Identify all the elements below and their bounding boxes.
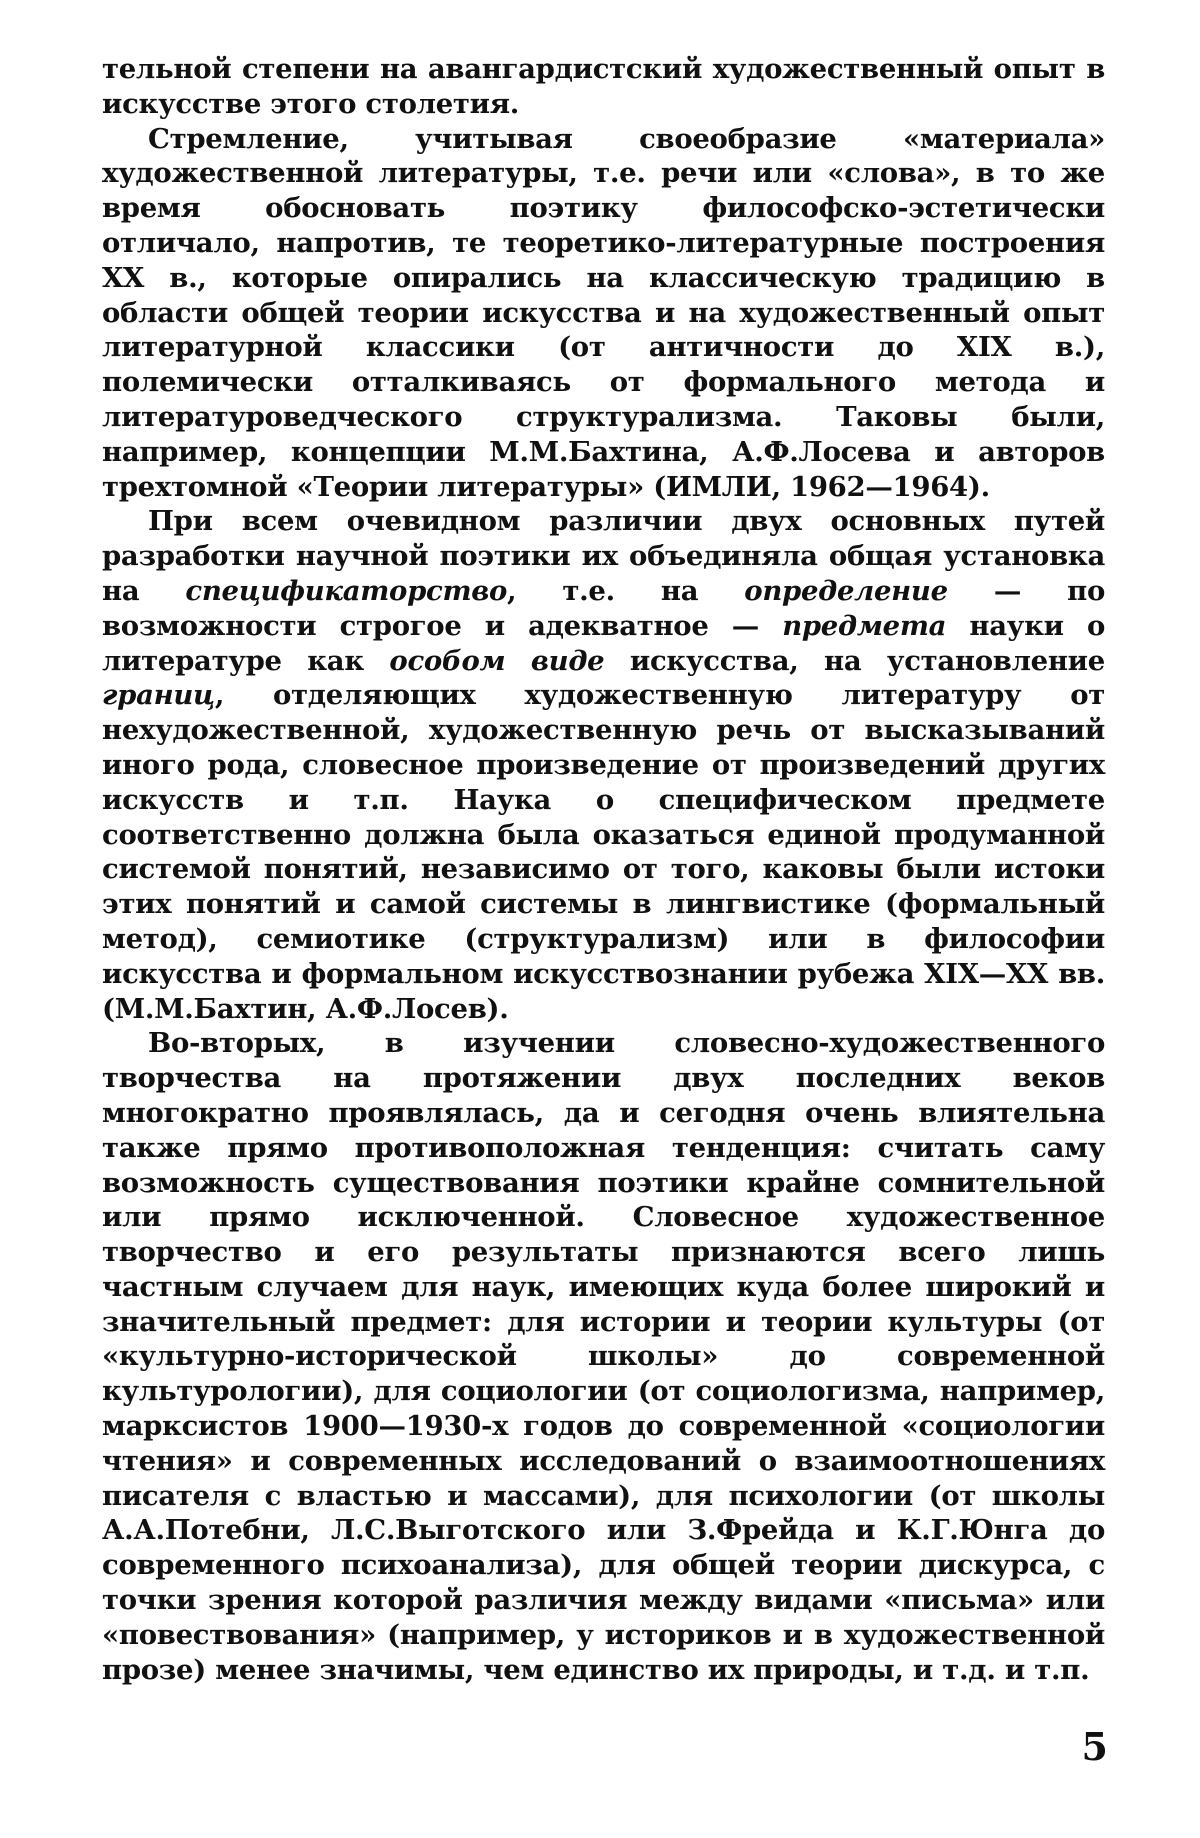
paragraph-text: искусства, на установление — [604, 644, 1105, 677]
paragraph-text: , отделяющих художественную литературу от нехудожественной, художественную речь от высказываний иного рода, словесное произведение от произведений других искусств и т.п. Наука о специфическом предмете соответственно должна была оказаться единой продуманной системой понятий, независимо от того, каковы были истоки этих понятий и самой системы в лингвистике (формальный метод), семиотике (структурализм) или в философии искусства и формальном искусствознании рубежа XIX—XX вв. (М.М.Бахтин, А.Ф.Лосев). — [102, 679, 1105, 1025]
paragraph-1 — [102, 52, 1105, 122]
paragraph-text: науки о литературе как — [102, 609, 1105, 677]
page-number: 5 — [1081, 1724, 1108, 1769]
book-page-body — [102, 52, 1105, 1687]
paragraph-2 — [102, 122, 1105, 505]
paragraph-text: Стремление, учитывая своеобразие «материала» художественной литературы, т.е. речи или «слова», в то же время обосновать поэтику философско-эстетически отличало, напротив, те теоретико-литературные построения XX в., которые опирались на классическую традицию в области общей теории искусства и на художественный опыт литературной классики (от античности до XIX в.), полемически отталкиваясь от формального метода и литературоведческого структурализма. Таковы были, например, концепции М.М.Бахтина, А.Ф.Лосева и авторов трехтомной «Теории литературы» (ИМЛИ, 1962—1964). — [102, 122, 1105, 503]
paragraph-text: Во-вторых, в изучении словесно-художественного творчества на протяжении двух последних веков многократно проявлялась, да и сегодня очень влиятельна также прямо противоположная тенденция: считать саму возможность существования поэтики крайне сомнительной или прямо исключенной. Словесное художественное творчество и его результаты признаются всего лишь частным случаем для наук, имеющих куда более широкий и значительный предмет: для истории и теории культуры (от «культурно-исторической школы» до современной культурологии), для социологии (от социологизма, например, марксистов 1900—1930-х годов до современной «социологии чтения» и современных исследований о взаимоотношениях писателя с властью и массами), для психологии (от школы А.А.Потебни, Л.С.Выготского или З.Фрейда и К.Г.Юнга до современного психоанализа), для общей теории дискурса, с точки зрения которой различия между видами «письма» или «повествования» (например, у историков и в художественной прозе) менее значимы, чем единство их природы, и т.д. и т.п. — [102, 1027, 1105, 1686]
paragraph-3 — [102, 504, 1105, 1026]
paragraph-text: , т.е. на — [507, 574, 745, 607]
paragraph-4 — [102, 1026, 1105, 1687]
paragraph-text: При всем очевидном различии двух основных путей разработки научной поэтики их объединяла общая установка на — [102, 505, 1105, 607]
paragraph-text: тельной степени на авангардистский художественный опыт в искусстве этого столетия. — [102, 53, 1105, 120]
emphasis-term: определение — [744, 574, 948, 607]
emphasis-term: границ — [102, 679, 215, 712]
emphasis-term: особом виде — [389, 644, 605, 677]
paragraph-text: — по возможности строгое и адекватное — — [102, 574, 1105, 642]
emphasis-term: спецификаторство — [185, 574, 508, 607]
emphasis-term: предмета — [782, 609, 947, 642]
